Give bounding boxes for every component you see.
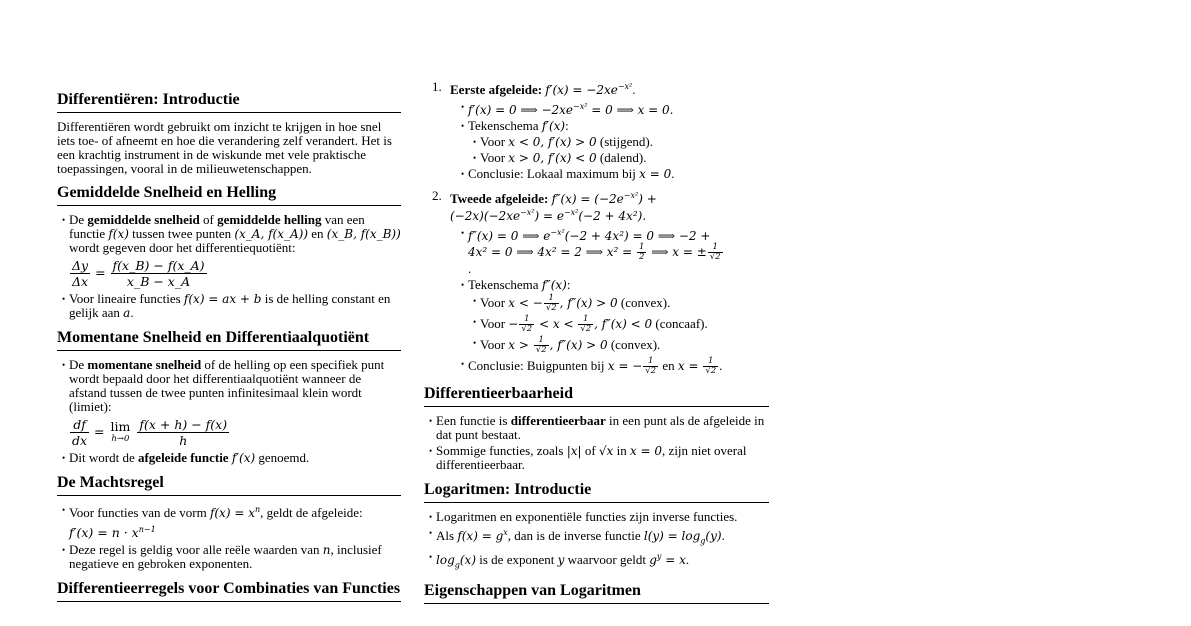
left-column	[57, 90, 401, 609]
section-title-intro: Differentiëren: Introductie	[57, 90, 401, 113]
gemiddelde-list	[57, 213, 401, 320]
eerste-list	[456, 100, 769, 181]
list-item: • f″(x) = 0 ⟹ $e^{-x^2}(-2 + 4x^2) = 0$ ⟹ −2 + 4x² = 0 ⟹ 4x² = 2 ⟹ x² = $\frac{1}{2}$ ⟹ x = ± $\frac{1}{√2}$ .	[456, 226, 769, 276]
tweede-list	[456, 226, 769, 376]
numbered-item-tweede: 2. Tweede afgeleide: $f''(x) = (-2e^{-x^2})$ + $(-2x)(-2xe^{-x^2}) = e^{-x^2}(-2 + 4x^2)$.	[432, 188, 657, 223]
section-title-momentane: Momentane Snelheid en Differentiaalquotiënt	[57, 328, 401, 351]
list-item: • Als $f(x) = g^x$, dan is de inverse functie $l(y) = \log_g(y)$.	[424, 526, 769, 548]
list-item: • Sommige functies, zoals |x| of √x in x = 0, zijn niet overal differentieerbaar.	[424, 444, 769, 472]
list-item: • De gemiddelde snelheid of gemiddelde helling van een functie f(x) tussen twee punten (x_A, f(x_A)) en (x_B, f(x_B)) wordt gegeven door het differentiequotiënt: $\frac{\Delta y}{\Delta x}$ = $\frac{f(x\_B) - f(x\_A)}{x\_B - x\_A}$	[57, 213, 401, 289]
logintro-list	[424, 510, 769, 573]
list-item: • Logaritmen en exponentiële functies zijn inverse functies.	[424, 510, 769, 524]
list-item: • Dit wordt de afgeleide functie f′(x) genoemd.	[57, 451, 401, 465]
list-item: • Voor − $\frac{1}{√2}$ < x < $\frac{1}{√2}$ , f″(x) < 0 (concaaf).	[468, 315, 769, 334]
list-item: • Tekenschema f″(x):	[456, 278, 769, 292]
momentane-list	[57, 358, 401, 465]
list-item: • Voor functies van de vorm $f(x) = x^n$, geldt de afgeleide: $f'(x) = n \cdot x^{n-1}$	[57, 503, 401, 540]
list-item: • Tekenschema f′(x):	[456, 119, 769, 133]
section-title-logeig: Eigenschappen van Logaritmen	[424, 581, 769, 604]
right-column	[424, 80, 769, 611]
list-item: • Conclusie: Lokaal maximum bij x = 0.	[456, 167, 769, 181]
derivative-limit-formula: $\frac{df}{dx}$ = lim h→0 $\frac{f(x + h) - f(x)}{h}$	[72, 417, 228, 448]
section-title-logintro: Logaritmen: Introductie	[424, 480, 769, 503]
section-title-combinaties: Differentieerregels voor Combinaties van Functies	[57, 579, 401, 602]
list-item: • Voor x > $\frac{1}{√2}$ , f″(x) > 0 (convex).	[468, 336, 769, 355]
numbered-item-eerste: 1. Eerste afgeleide: $f'(x) = -2xe^{-x^2}$.	[432, 79, 636, 97]
list-item: • De momentane snelheid of de helling op een specifiek punt wordt bepaald door het differentiaalquotiënt wanneer de afstand tussen de twee punten infinitesimaal klein wordt (limiet): $\frac{df}{dx}$ = lim h→0 $\frac{f(x + h) - f(x)}{h}$	[57, 358, 401, 448]
intro-paragraph: Differentiëren wordt gebruikt om inzicht te krijgen in hoe snel iets toe- of afneemt en hoe die verandering zelf verandert. Het is een krachtig instrument in de wiskunde met vele praktische toepassingen, vooral in de milieuwetenschappen.	[57, 119, 392, 176]
power-rule-formula: $f'(x) = n \cdot x^{n-1}$	[69, 525, 156, 541]
list-item: • f′(x) = 0 ⟹ $-2xe^{-x^2} = 0$ ⟹ x = 0.	[456, 100, 769, 117]
section-title-machtsregel: De Machtsregel	[57, 473, 401, 496]
list-item: • Een functie is differentieerbaar in een punt als de afgeleide in dat punt bestaat.	[424, 414, 769, 442]
list-item: • Deze regel is geldig voor alle reële waarden van n, inclusief negatieve en gebroken exponenten.	[57, 543, 401, 571]
section-title-gemiddelde: Gemiddelde Snelheid en Helling	[57, 183, 401, 206]
list-item: • Conclusie: Buigpunten bij x = − $\frac{1}{√2}$ en x = $\frac{1}{√2}$ .	[456, 357, 769, 376]
list-item: • Voor x > 0, f′(x) < 0 (dalend).	[468, 151, 769, 165]
differentieerbaarheid-list	[424, 414, 769, 472]
list-item: • Voor x < 0, f′(x) > 0 (stijgend).	[468, 135, 769, 149]
machtsregel-list	[57, 503, 401, 571]
list-item: • $\log_g(x)$ is de exponent y waarvoor geldt $g^y = x$.	[424, 550, 769, 572]
list-item: • Voor lineaire functies f(x) = ax + b is de helling constant en gelijk aan a.	[57, 292, 401, 320]
list-item: • Voor x < − $\frac{1}{√2}$ , f″(x) > 0 (convex).	[468, 294, 769, 313]
difference-quotient-formula: $\frac{\Delta y}{\Delta x}$ = $\frac{f(x\_B) - f(x\_A)}{x\_B - x\_A}$	[72, 258, 205, 289]
section-title-differentieerbaarheid: Differentieerbaarheid	[424, 384, 769, 407]
